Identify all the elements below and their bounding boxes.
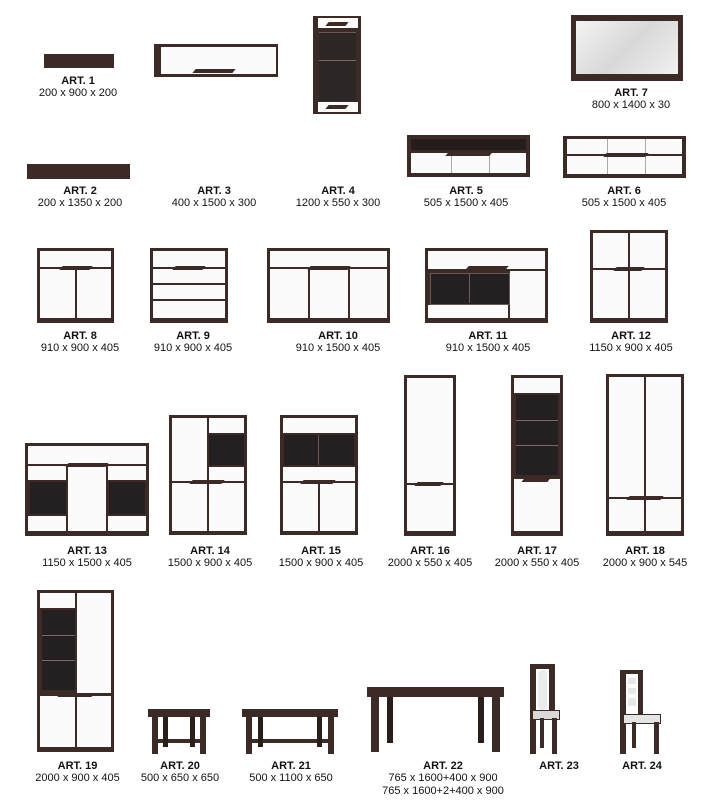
art13-highboard-glass-image (25, 443, 149, 536)
art16-name: ART. 16 (410, 545, 450, 557)
art2-shelf-image (27, 164, 130, 179)
art1-name: ART. 1 (61, 75, 95, 87)
art4-dims: 1200 x 550 x 300 (295, 197, 381, 209)
art4-wall-vitrine-image (313, 16, 361, 114)
art18-dims: 2000 x 900 x 545 (602, 557, 688, 569)
art12-highboard-image (590, 230, 668, 323)
art15-cabinet-image (280, 415, 358, 535)
art9-drawers-image (150, 248, 228, 323)
art22-dining-table-image (367, 687, 504, 752)
art23-chair-image (530, 664, 558, 754)
art21-name: ART. 21 (271, 760, 311, 772)
art18-caption (590, 545, 700, 570)
art11-dims: 910 x 1500 x 405 (445, 342, 531, 354)
art7-caption (576, 87, 686, 112)
art22-caption (376, 760, 510, 798)
art4-caption (283, 185, 393, 210)
art22-dims-1: 765 x 1600+400 x 900 (388, 772, 498, 784)
art17-tall-vitrine-image (511, 375, 563, 536)
art22-name: ART. 22 (423, 760, 463, 772)
art14-name: ART. 14 (190, 545, 230, 557)
art12-caption (576, 330, 686, 355)
art4-name: ART. 4 (321, 185, 355, 197)
art2-caption (25, 185, 135, 210)
art14-dims: 1500 x 900 x 405 (167, 557, 253, 569)
art14-caption (155, 545, 265, 570)
art11-caption (433, 330, 543, 355)
art3-wall-cabinet-image (154, 44, 278, 77)
art13-caption (24, 545, 150, 570)
art10-caption (283, 330, 393, 355)
art21-dims: 500 x 1100 x 650 (249, 772, 333, 784)
art20-name: ART. 20 (160, 760, 200, 772)
art20-caption (125, 760, 235, 785)
art18-name: ART. 18 (625, 545, 665, 557)
art19-name: ART. 19 (57, 760, 98, 772)
art3-name: ART. 3 (197, 185, 231, 197)
art6-dims: 505 x 1500 x 405 (581, 197, 667, 209)
art24-name: ART. 24 (622, 760, 662, 772)
art10-name: ART. 10 (318, 330, 358, 342)
art15-caption (266, 545, 376, 570)
art21-caption (236, 760, 346, 785)
art8-dims: 910 x 900 x 405 (40, 342, 120, 354)
art17-name: ART. 17 (517, 545, 557, 557)
art23-name: ART. 23 (539, 760, 579, 772)
art5-name: ART. 5 (449, 185, 483, 197)
art5-caption (411, 185, 521, 210)
art24-chair-image (620, 670, 662, 754)
art17-caption (482, 545, 592, 570)
art19-dims: 2000 x 900 x 405 (35, 772, 120, 784)
art8-caption (25, 330, 135, 355)
art11-name: ART. 11 (468, 330, 508, 342)
art6-caption (569, 185, 679, 210)
art3-caption (159, 185, 269, 210)
art1-shelf-image (44, 54, 114, 68)
art9-caption (138, 330, 248, 355)
art16-caption (375, 545, 485, 570)
art1-dims: 200 x 900 x 200 (38, 87, 118, 99)
art12-dims: 1150 x 900 x 405 (589, 342, 673, 354)
art21-coffee-table-image (242, 709, 338, 754)
art16-dims: 2000 x 550 x 405 (387, 557, 473, 569)
art5-tv-unit-image (407, 135, 530, 177)
art7-dims: 800 x 1400 x 30 (591, 99, 671, 111)
art22-dims-2: 765 x 1600+2+400 x 900 (382, 785, 504, 797)
art20-dims: 500 x 650 x 650 (140, 772, 220, 784)
art10-sideboard-image (267, 248, 390, 323)
art19-tall-vitrine-image (37, 590, 114, 752)
art15-name: ART. 15 (301, 545, 341, 557)
art6-tv-unit-image (563, 136, 686, 178)
art2-dims: 200 x 1350 x 200 (37, 197, 123, 209)
art5-dims: 505 x 1500 x 405 (423, 197, 509, 209)
art17-dims: 2000 x 550 x 405 (494, 557, 580, 569)
art15-dims: 1500 x 900 x 405 (278, 557, 364, 569)
art13-name: ART. 13 (67, 545, 107, 557)
art1-caption (28, 75, 128, 100)
art12-name: ART. 12 (611, 330, 651, 342)
art13-dims: 1150 x 1500 x 405 (42, 557, 132, 569)
art7-name: ART. 7 (614, 87, 648, 99)
art19-caption (20, 760, 135, 785)
art11-sideboard-glass-image (425, 248, 548, 323)
art8-chest-image (37, 248, 114, 323)
art3-dims: 400 x 1500 x 300 (171, 197, 257, 209)
art9-dims: 910 x 900 x 405 (153, 342, 233, 354)
art20-coffee-table-image (148, 709, 210, 754)
art16-tall-cabinet-image (404, 375, 456, 536)
art2-name: ART. 2 (63, 185, 97, 197)
art10-dims: 910 x 1500 x 405 (295, 342, 381, 354)
art9-name: ART. 9 (176, 330, 210, 342)
art7-mirror-image (571, 15, 683, 81)
art8-name: ART. 8 (63, 330, 97, 342)
art14-cabinet-image (169, 415, 247, 535)
art6-name: ART. 6 (607, 185, 641, 197)
art18-wardrobe-image (606, 374, 684, 536)
art24-caption (587, 760, 697, 772)
